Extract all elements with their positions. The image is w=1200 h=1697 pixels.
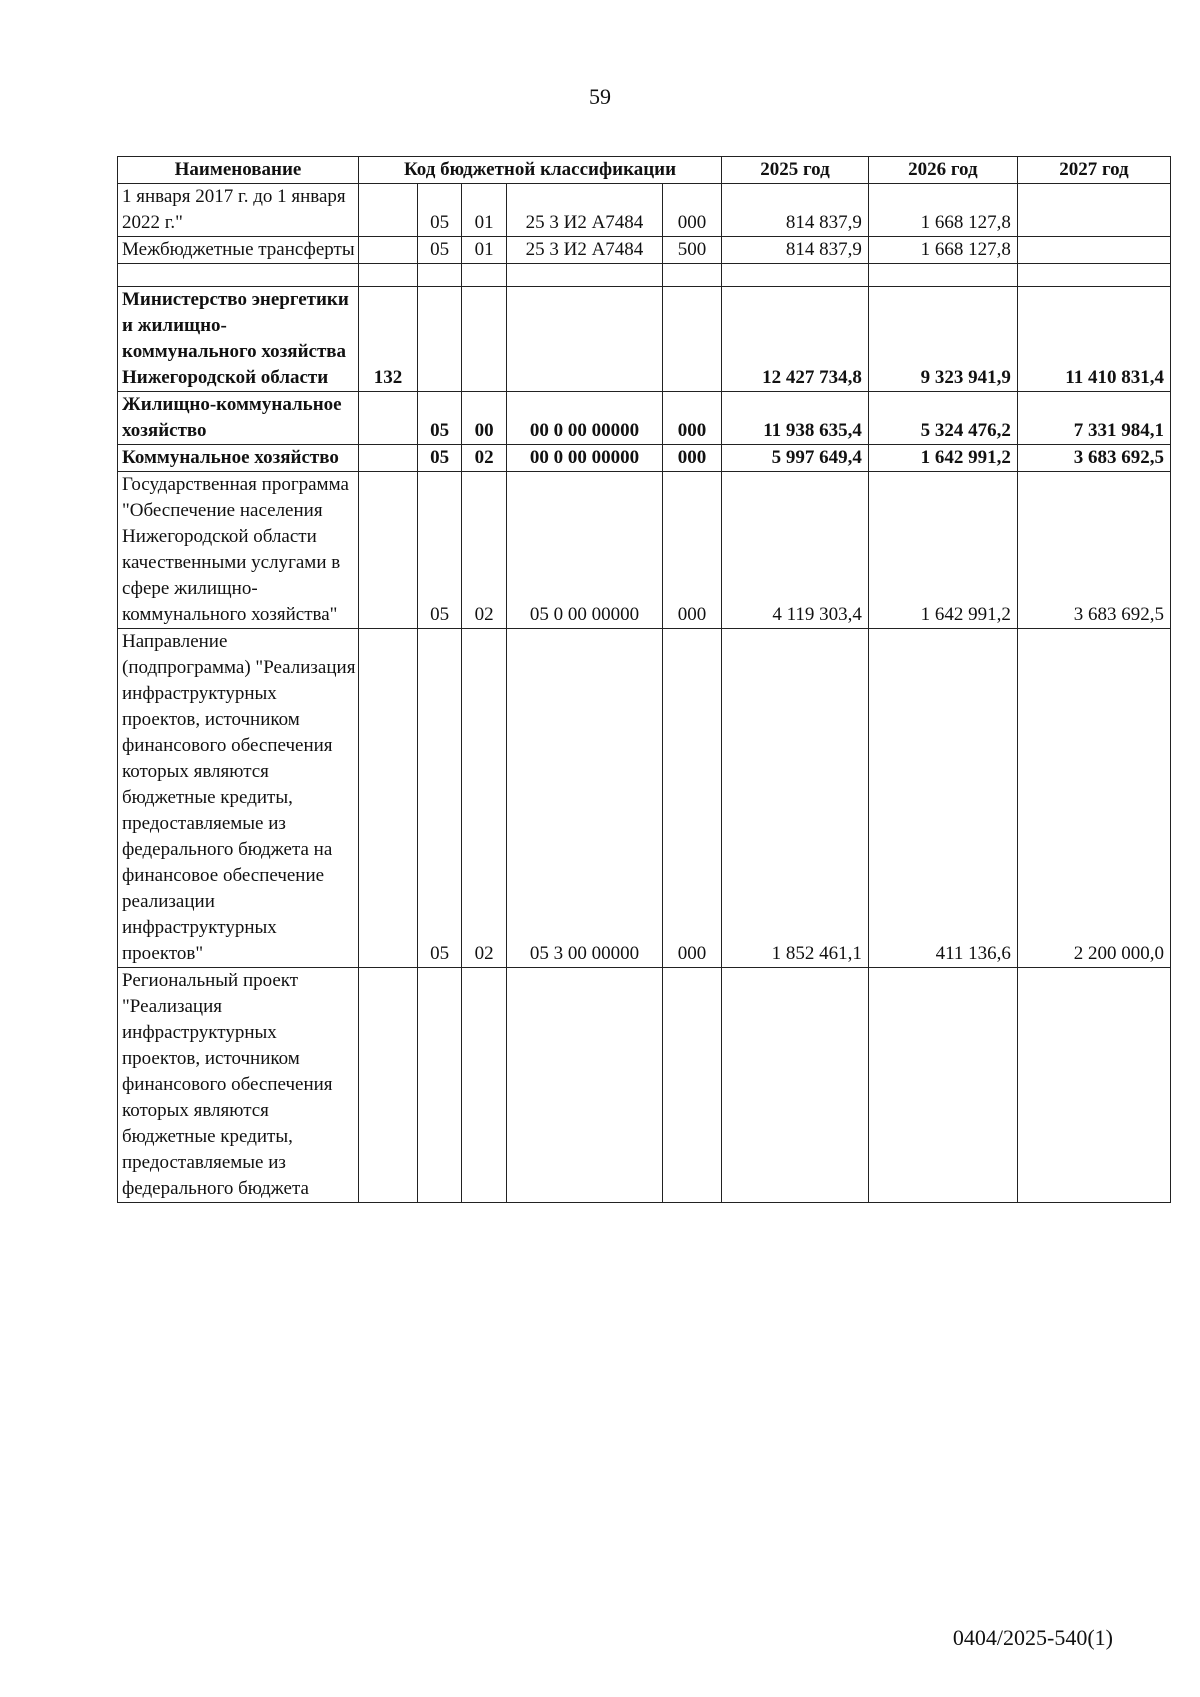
row-code-ministry <box>358 445 417 472</box>
row-code-expense-type <box>663 264 722 287</box>
row-name: Министерство энергетики и жилищно-коммунального хозяйства Нижегородской области <box>118 287 359 392</box>
row-code-subsection <box>462 287 506 392</box>
row-value-2027: 3 683 692,5 <box>1017 445 1170 472</box>
row-code-ministry: 132 <box>358 287 417 392</box>
row-value-2027 <box>1017 237 1170 264</box>
table-row <box>118 445 1171 472</box>
row-code-target: 05 0 00 00000 <box>506 472 662 629</box>
row-code-expense-type: 000 <box>663 392 722 445</box>
row-value-2025: 12 427 734,8 <box>722 287 869 392</box>
row-code-section: 05 <box>417 237 461 264</box>
row-name <box>118 264 359 287</box>
row-code-subsection: 01 <box>462 184 506 237</box>
row-value-2025: 1 852 461,1 <box>722 629 869 968</box>
table-row <box>118 287 1171 392</box>
row-code-target: 25 3 И2 А7484 <box>506 237 662 264</box>
row-value-2027: 2 200 000,0 <box>1017 629 1170 968</box>
row-value-2025: 4 119 303,4 <box>722 472 869 629</box>
row-code-expense-type: 000 <box>663 629 722 968</box>
row-value-2027: 7 331 984,1 <box>1017 392 1170 445</box>
header-name: Наименование <box>118 157 359 184</box>
header-2027: 2027 год <box>1017 157 1170 184</box>
row-code-section: 05 <box>417 392 461 445</box>
header-2025: 2025 год <box>722 157 869 184</box>
row-value-2027 <box>1017 184 1170 237</box>
row-value-2026 <box>868 264 1017 287</box>
row-value-2026 <box>868 968 1017 1203</box>
row-code-target: 05 3 00 00000 <box>506 629 662 968</box>
row-code-expense-type: 500 <box>663 237 722 264</box>
row-code-ministry <box>358 629 417 968</box>
row-code-section: 05 <box>417 472 461 629</box>
table-row <box>118 184 1171 237</box>
row-code-section <box>417 968 461 1203</box>
row-code-target <box>506 968 662 1203</box>
row-value-2026: 1 668 127,8 <box>868 237 1017 264</box>
row-code-expense-type <box>663 968 722 1203</box>
row-code-expense-type: 000 <box>663 184 722 237</box>
row-value-2025 <box>722 264 869 287</box>
row-name: Межбюджетные трансферты <box>118 237 359 264</box>
row-code-target: 00 0 00 00000 <box>506 445 662 472</box>
table-row <box>118 629 1171 968</box>
row-value-2026: 9 323 941,9 <box>868 287 1017 392</box>
table-row-empty <box>118 264 1171 287</box>
row-name: Направление (подпрограмма) "Реализация инфраструктурных проектов, источником финансового обеспечения которых являются бюджетные кредиты, предоставляемые из федерального бюджета на финансовое обеспечение реализации инфраструктурных проектов" <box>118 629 359 968</box>
row-code-section <box>417 287 461 392</box>
row-value-2026: 411 136,6 <box>868 629 1017 968</box>
row-value-2027: 3 683 692,5 <box>1017 472 1170 629</box>
row-code-ministry <box>358 237 417 264</box>
row-code-expense-type: 000 <box>663 445 722 472</box>
row-code-ministry <box>358 392 417 445</box>
row-code-target <box>506 287 662 392</box>
row-code-section: 05 <box>417 445 461 472</box>
row-code-target <box>506 264 662 287</box>
row-value-2026: 1 642 991,2 <box>868 445 1017 472</box>
table-row <box>118 472 1171 629</box>
row-code-subsection <box>462 264 506 287</box>
row-code-subsection: 00 <box>462 392 506 445</box>
row-code-ministry <box>358 472 417 629</box>
row-value-2025: 11 938 635,4 <box>722 392 869 445</box>
row-code-subsection: 01 <box>462 237 506 264</box>
row-name: Государственная программа "Обеспечение населения Нижегородской области качественными услугами в сфере жилищно-коммунального хозяйства" <box>118 472 359 629</box>
row-name: Региональный проект "Реализация инфраструктурных проектов, источником финансового обеспечения которых являются бюджетные кредиты, предоставляемые из федерального бюджета <box>118 968 359 1203</box>
row-code-target: 25 3 И2 А7484 <box>506 184 662 237</box>
row-code-target: 00 0 00 00000 <box>506 392 662 445</box>
row-code-section: 05 <box>417 184 461 237</box>
table-row <box>118 237 1171 264</box>
row-value-2026: 1 642 991,2 <box>868 472 1017 629</box>
row-value-2025: 814 837,9 <box>722 184 869 237</box>
row-value-2027: 11 410 831,4 <box>1017 287 1170 392</box>
document-code: 0404/2025-540(1) <box>952 1625 1113 1650</box>
table-row <box>118 968 1171 1203</box>
page-number: 59 <box>589 84 611 109</box>
budget-table <box>117 156 1171 1203</box>
row-value-2026: 1 668 127,8 <box>868 184 1017 237</box>
row-code-subsection: 02 <box>462 445 506 472</box>
row-value-2027 <box>1017 968 1170 1203</box>
row-code-expense-type: 000 <box>663 472 722 629</box>
row-code-section: 05 <box>417 629 461 968</box>
row-name: Коммунальное хозяйство <box>118 445 359 472</box>
row-value-2025 <box>722 968 869 1203</box>
row-name: 1 января 2017 г. до 1 января 2022 г." <box>118 184 359 237</box>
row-code-subsection: 02 <box>462 629 506 968</box>
row-code-subsection: 02 <box>462 472 506 629</box>
header-2026: 2026 год <box>868 157 1017 184</box>
row-value-2026: 5 324 476,2 <box>868 392 1017 445</box>
row-name: Жилищно-коммунальное хозяйство <box>118 392 359 445</box>
row-code-ministry <box>358 184 417 237</box>
table-header-row <box>118 157 1171 184</box>
row-value-2027 <box>1017 264 1170 287</box>
row-code-section <box>417 264 461 287</box>
row-value-2025: 814 837,9 <box>722 237 869 264</box>
header-budget-code: Код бюджетной классификации <box>358 157 721 184</box>
row-code-ministry <box>358 968 417 1203</box>
table-row <box>118 392 1171 445</box>
row-code-subsection <box>462 968 506 1203</box>
row-code-ministry <box>358 264 417 287</box>
row-value-2025: 5 997 649,4 <box>722 445 869 472</box>
row-code-expense-type <box>663 287 722 392</box>
